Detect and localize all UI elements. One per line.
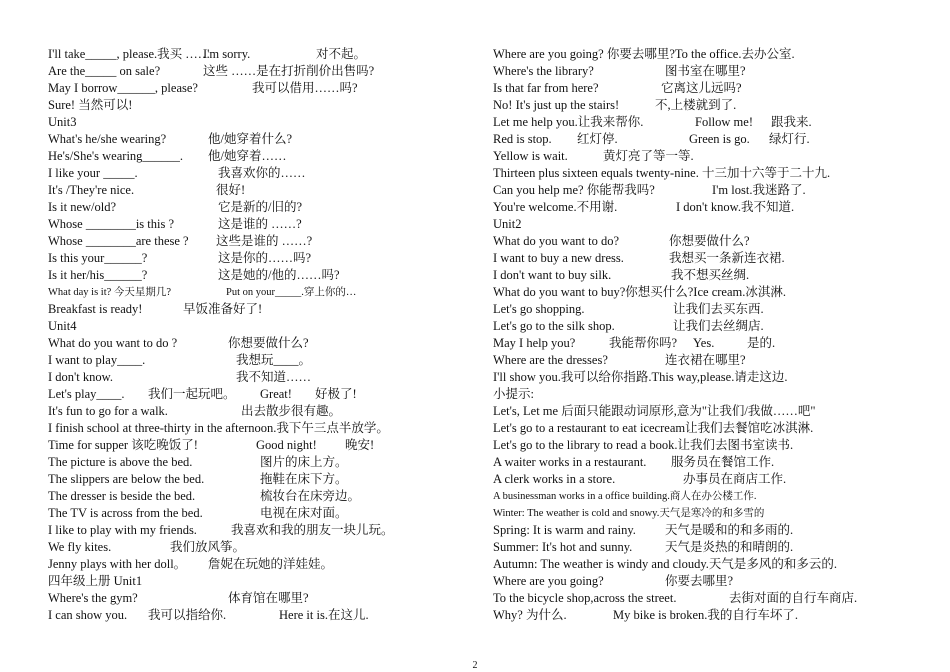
text-line (493, 522, 923, 539)
text-segment: May I borrow______, please? (48, 81, 198, 95)
text-line (48, 505, 468, 522)
text-line (493, 488, 923, 505)
text-segment: 我可以指给你. (148, 608, 227, 622)
text-segment: 服务员在餐馆工作. (671, 455, 775, 469)
text-segment: 四年级上册 Unit1 (48, 574, 143, 588)
text-line (48, 114, 468, 131)
text-line (493, 403, 923, 420)
text-segment: 拖鞋在床下方。 (260, 472, 348, 486)
text-segment: Let me help you.让我来帮你. (493, 115, 644, 129)
text-segment: I can show you. (48, 608, 128, 622)
text-segment: 这些是谁的 ……? (216, 234, 313, 248)
text-segment: What do you want to do ? (48, 336, 178, 350)
text-segment: Where are you going? 你要去哪里?To the office.去办公室. (493, 47, 795, 61)
text-segment: Where are the dresses? (493, 353, 608, 367)
text-segment: You're welcome.不用谢. (493, 200, 618, 214)
text-line (48, 199, 468, 216)
text-line (493, 335, 923, 352)
text-line (493, 539, 923, 556)
text-segment: 你要去哪里? (665, 574, 734, 588)
text-segment: 天气是炎热的和晴朗的. (665, 540, 794, 554)
text-line (48, 318, 468, 335)
text-line (48, 607, 468, 624)
text-line (493, 80, 923, 97)
text-segment: To the bicycle shop,across the street. (493, 591, 677, 605)
text-line (493, 250, 923, 267)
text-segment: It's /They're nice. (48, 183, 135, 197)
text-segment: 我喜欢你的…… (218, 166, 306, 180)
text-segment: The slippers are below the bed. (48, 472, 205, 486)
text-line (48, 437, 468, 454)
text-segment: Whose ________is this ? (48, 217, 175, 231)
text-line (48, 590, 468, 607)
text-segment: Is that far from here? (493, 81, 599, 95)
text-line (48, 471, 468, 488)
text-segment: Autumn: The weather is windy and cloudy.天气是多风的和多云的. (493, 557, 838, 571)
text-segment: I don't want to buy silk. (493, 268, 612, 282)
text-line (493, 148, 923, 165)
text-line (48, 216, 468, 233)
text-segment: I want to buy a new dress. (493, 251, 624, 265)
text-segment: 连衣裙在哪里? (665, 353, 746, 367)
text-segment: 跟我来. (771, 115, 812, 129)
text-line (493, 420, 923, 437)
text-segment: I don't know.我不知道. (676, 200, 795, 214)
text-segment: Red is stop. (493, 132, 552, 146)
text-line (48, 250, 468, 267)
text-segment: Is it her/his______? (48, 268, 148, 282)
text-line (493, 284, 923, 301)
text-line (493, 97, 923, 114)
text-segment: 这是你的……吗? (218, 251, 312, 265)
text-segment: Can you help me? 你能帮我吗? (493, 183, 655, 197)
text-line (48, 556, 468, 573)
text-segment: 小提示: (493, 387, 534, 401)
text-segment: No! It's just up the stairs! (493, 98, 620, 112)
text-line (48, 403, 468, 420)
text-line (48, 233, 468, 250)
text-segment: My bike is broken.我的自行车坏了. (613, 608, 799, 622)
text-segment: Where are you going? (493, 574, 604, 588)
text-segment: 是的. (747, 336, 776, 350)
text-line (493, 369, 923, 386)
text-segment: Yes. (693, 336, 715, 350)
text-segment: 晚安! (345, 438, 375, 452)
text-segment: Why? 为什么. (493, 608, 567, 622)
text-segment: 我不知道…… (236, 370, 312, 384)
text-segment: I'm sorry. (203, 47, 251, 61)
text-segment: 我不想买丝绸. (671, 268, 750, 282)
text-line (493, 131, 923, 148)
text-segment: 我想玩____。 (236, 353, 312, 367)
text-segment: 你想要做什么? (669, 234, 750, 248)
text-line (48, 454, 468, 471)
text-line (493, 607, 923, 624)
text-segment: Put on your_____.穿上你的… (226, 287, 357, 298)
text-line (493, 301, 923, 318)
text-segment: 让我们去买东西. (673, 302, 764, 316)
text-segment: Where's the gym? (48, 591, 138, 605)
text-segment: Is this your______? (48, 251, 148, 265)
right-column (493, 46, 923, 624)
text-segment: Let's play____. (48, 387, 125, 401)
text-segment: Let's go shopping. (493, 302, 585, 316)
text-segment: 我们放风筝。 (170, 540, 246, 554)
text-line (493, 199, 923, 216)
text-segment: 出去散步很有趣。 (241, 404, 342, 418)
text-segment: A businessman works in a office building.商人在办公楼工作. (493, 491, 757, 502)
text-segment: 好极了! (315, 387, 357, 401)
text-line (493, 590, 923, 607)
text-segment: Thirteen plus sixteen equals twenty-nine. 十三加十六等于二十九. (493, 166, 831, 180)
text-segment: Summer: It's hot and sunny. (493, 540, 633, 554)
text-segment: 很好! (216, 183, 246, 197)
text-segment: 天气是暖和的和多雨的. (665, 523, 794, 537)
text-line (493, 182, 923, 199)
text-segment: I like to play with my friends. (48, 523, 197, 537)
text-segment: A waiter works in a restaurant. (493, 455, 647, 469)
text-segment: I'm lost.我迷路了. (712, 183, 806, 197)
text-line (48, 165, 468, 182)
text-line (493, 165, 923, 182)
text-line (48, 182, 468, 199)
text-segment: What day is it? 今天星期几? (48, 287, 172, 298)
text-line (493, 471, 923, 488)
text-segment: A clerk works in a store. (493, 472, 616, 486)
text-line (48, 369, 468, 386)
text-line (48, 488, 468, 505)
text-line (493, 114, 923, 131)
text-line (48, 131, 468, 148)
text-segment: 詹妮在玩她的洋娃娃。 (208, 557, 334, 571)
text-line (48, 386, 468, 403)
text-segment: Good night! (256, 438, 317, 452)
text-segment: 体育馆在哪里? (228, 591, 309, 605)
text-segment: 我们一起玩吧。 (148, 387, 236, 401)
text-segment: Green is go. (689, 132, 750, 146)
text-line (493, 267, 923, 284)
text-line (48, 335, 468, 352)
text-segment: We fly kites. (48, 540, 112, 554)
text-line (48, 97, 468, 114)
text-segment: 办事员在商店工作. (683, 472, 787, 486)
text-line (48, 63, 468, 80)
text-line (493, 63, 923, 80)
text-segment: 它是新的/旧的? (218, 200, 303, 214)
text-line (493, 318, 923, 335)
text-segment: I'll show you.我可以给你指路.This way,please.请走这边. (493, 370, 788, 384)
text-segment: 图片的床上方。 (260, 455, 348, 469)
text-line (493, 46, 923, 63)
text-line (48, 80, 468, 97)
text-segment: 这些 ……是在打折削价出售吗? (203, 64, 375, 78)
text-segment: Breakfast is ready! (48, 302, 143, 316)
text-segment: May I help you? (493, 336, 576, 350)
text-segment: The TV is across from the bed. (48, 506, 203, 520)
text-line (493, 233, 923, 250)
text-segment: 黄灯亮了等一等. (603, 149, 694, 163)
text-segment: Is it new/old? (48, 200, 117, 214)
text-line (48, 573, 468, 590)
text-line (48, 301, 468, 318)
text-segment: 这是她的/他的……吗? (218, 268, 340, 282)
text-line (48, 284, 468, 301)
text-segment: 电视在床对面。 (260, 506, 348, 520)
text-line (493, 352, 923, 369)
text-segment: Here it is.在这儿. (279, 608, 369, 622)
text-segment: 你想要做什么? (228, 336, 309, 350)
text-segment: Let's go to the library to read a book.让我们去图书室读书. (493, 438, 794, 452)
text-segment: Are the_____ on sale? (48, 64, 161, 78)
text-line (48, 539, 468, 556)
text-line (493, 437, 923, 454)
text-segment: I don't know. (48, 370, 113, 384)
text-segment: It's fun to go for a walk. (48, 404, 168, 418)
text-segment: Unit4 (48, 319, 77, 333)
text-segment: 让我们去丝绸店. (673, 319, 764, 333)
text-line (48, 352, 468, 369)
text-segment: 我想买一条新连衣裙. (669, 251, 785, 265)
text-segment: 红灯停. (577, 132, 618, 146)
text-segment: 这是谁的 ……? (218, 217, 302, 231)
text-segment: I like your _____. (48, 166, 138, 180)
text-segment: 绿灯行. (769, 132, 810, 146)
text-segment: Unit2 (493, 217, 522, 231)
text-line (493, 386, 923, 403)
text-segment: Sure! 当然可以! (48, 98, 133, 112)
text-line (493, 505, 923, 522)
text-segment: 我能帮你吗? (609, 336, 678, 350)
text-segment: Let's, Let me 后面只能跟动词原形,意为"让我们/我做……吧" (493, 404, 816, 418)
text-segment: 不,上楼就到了. (655, 98, 737, 112)
text-segment: 图书室在哪里? (665, 64, 746, 78)
text-line (493, 216, 923, 233)
text-segment: I want to play____. (48, 353, 146, 367)
text-segment: 他/她穿着…… (208, 149, 287, 163)
text-segment: The dresser is beside the bed. (48, 489, 196, 503)
text-segment: Where's the library? (493, 64, 594, 78)
text-segment: The picture is above the bed. (48, 455, 193, 469)
text-segment: Spring: It is warm and rainy. (493, 523, 636, 537)
text-segment: 对不起。 (316, 47, 367, 61)
text-segment: I finish school at three-thirty in the afternoon.我下午三点半放学。 (48, 421, 389, 435)
left-column (48, 46, 468, 624)
text-segment: Yellow is wait. (493, 149, 568, 163)
text-segment: What do you want to do? (493, 234, 620, 248)
text-segment: Winter: The weather is cold and snowy.天气是寒冷的和多雪的 (493, 508, 765, 519)
text-segment: Unit3 (48, 115, 77, 129)
text-segment: Follow me! (695, 115, 753, 129)
text-segment: Whose ________are these ? (48, 234, 189, 248)
text-segment: Jenny plays with her doll。 (48, 557, 187, 571)
text-segment: 早饭准备好了! (183, 302, 263, 316)
text-segment: 它离这儿远吗? (661, 81, 742, 95)
text-segment: 他/她穿着什么? (208, 132, 293, 146)
text-line (48, 522, 468, 539)
text-line (48, 420, 468, 437)
text-segment: Let's go to a restaurant to eat icecream让我们去餐馆吃冰淇淋. (493, 421, 814, 435)
text-segment: 我喜欢和我的朋友一块儿玩。 (231, 523, 394, 537)
text-segment: What do you want to buy?你想买什么?Ice cream.冰淇淋. (493, 285, 786, 299)
text-line (493, 573, 923, 590)
text-segment: What's he/she wearing? (48, 132, 167, 146)
text-line (493, 556, 923, 573)
text-segment: Let's go to the silk shop. (493, 319, 615, 333)
text-segment: Great! (260, 387, 292, 401)
text-line (48, 267, 468, 284)
text-segment: He's/She's wearing______. (48, 149, 184, 163)
text-segment: I'll take_____, please.我买 …… (48, 47, 211, 61)
text-segment: Time for supper 该吃晚饭了! (48, 438, 198, 452)
text-line (493, 454, 923, 471)
text-line (48, 46, 468, 63)
text-segment: 去街对面的自行车商店. (729, 591, 858, 605)
text-segment: 梳妆台在床旁边。 (260, 489, 361, 503)
text-line (48, 148, 468, 165)
text-segment: 我可以借用……吗? (252, 81, 358, 95)
page-number: 2 (472, 660, 478, 671)
